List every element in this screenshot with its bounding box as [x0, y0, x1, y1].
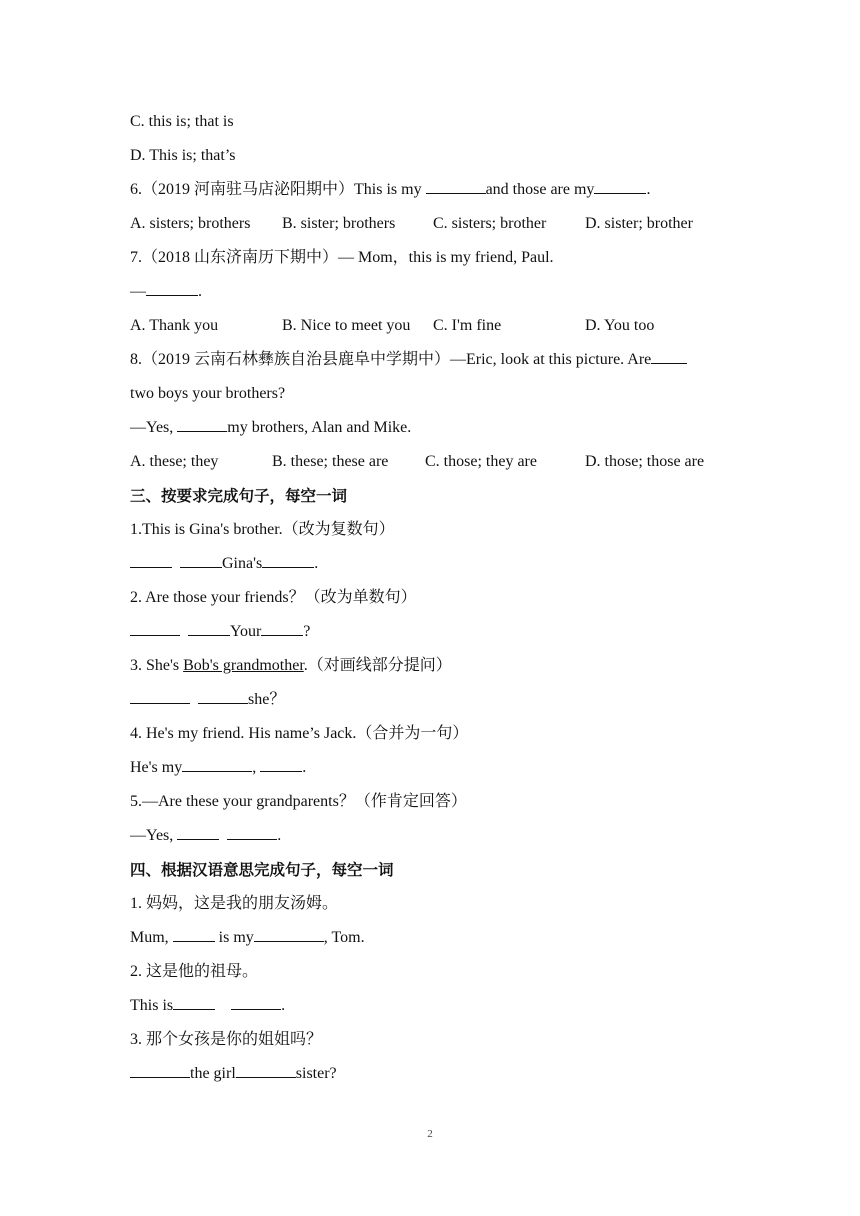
option-d: D. sister; brother	[585, 215, 693, 232]
answer-blank	[173, 993, 215, 1010]
option-c: C. I'm fine	[433, 317, 502, 334]
text: the girl	[190, 1065, 236, 1082]
question-8-options	[130, 448, 750, 482]
text: .（对画线部分提问）	[303, 657, 452, 674]
question-7-options	[130, 312, 750, 346]
answer-blank	[651, 347, 687, 364]
s3-item-3-answer	[130, 686, 750, 720]
answer-blank	[130, 619, 180, 636]
text: 3. She's	[130, 657, 184, 674]
text: .	[646, 181, 651, 198]
question-7	[130, 244, 750, 278]
answer-blank	[173, 925, 215, 942]
text: , Tom.	[323, 929, 365, 946]
text: This is	[130, 997, 174, 1014]
answer-blank	[180, 551, 222, 568]
answer-blank	[426, 177, 486, 194]
text: Your	[230, 623, 262, 640]
text: ?	[303, 623, 311, 640]
option-b: B. sister; brothers	[282, 215, 396, 232]
answer-blank	[261, 619, 303, 636]
option-b: B. these; these are	[272, 453, 389, 470]
s3-item-5-answer	[130, 822, 750, 856]
question-6	[130, 176, 750, 210]
s3-item-2-answer	[130, 618, 750, 652]
text: Gina's	[222, 555, 263, 572]
s4-item-2	[130, 958, 750, 992]
option-d: D. You too	[585, 317, 655, 334]
answer-blank	[231, 993, 281, 1010]
s3-item-4-answer	[130, 754, 750, 788]
answer-blank	[227, 823, 277, 840]
text: 1. 妈妈，这是我的朋友汤姆。	[130, 895, 339, 912]
s3-item-1	[130, 516, 750, 550]
answer-blank	[177, 415, 227, 432]
text: Mum,	[130, 929, 173, 946]
text: .	[198, 283, 202, 300]
text: ,	[252, 759, 261, 776]
answer-blank	[236, 1061, 296, 1078]
page-number: 2	[427, 1128, 433, 1140]
text: 6.（2019 河南驻马店泌阳期中）This is my	[130, 181, 426, 198]
answer-blank	[130, 551, 172, 568]
text: .	[281, 997, 286, 1014]
text: .	[277, 827, 282, 844]
text: 2. 这是他的祖母。	[130, 963, 259, 980]
question-8	[130, 346, 750, 380]
s3-item-5	[130, 788, 750, 822]
text: .	[314, 555, 319, 572]
option-a: A. sisters; brothers	[130, 215, 251, 232]
s4-item-3-answer	[130, 1060, 750, 1094]
heading: 三、按要求完成句子，每空一词	[130, 487, 348, 505]
underlined-text: Bob's grandmother	[183, 657, 304, 674]
text: 4. He's my friend. His name’s Jack.（合并为一句）	[130, 725, 469, 742]
text: —Yes,	[130, 827, 178, 844]
document-page	[130, 108, 750, 1094]
text: He's my	[130, 759, 183, 776]
question-8-answer	[130, 414, 750, 448]
s3-item-3	[130, 652, 750, 686]
option-b: B. Nice to meet you	[282, 317, 411, 334]
s3-item-4	[130, 720, 750, 754]
s4-item-2-answer	[130, 992, 750, 1026]
question-6-options	[130, 210, 750, 244]
answer-blank	[594, 177, 646, 194]
text: C. this is; that is	[130, 113, 234, 130]
answer-blank	[177, 823, 219, 840]
answer-blank	[198, 687, 248, 704]
question-7-answer	[130, 278, 750, 312]
option-c: C. those; they are	[425, 453, 537, 470]
question-8-cont	[130, 380, 750, 414]
answer-blank	[262, 551, 314, 568]
text: and those are my	[485, 181, 595, 198]
text: 1.This is Gina's brother.（改为复数句）	[130, 521, 395, 538]
text: —Yes,	[130, 419, 178, 436]
text: 3. 那个女孩是你的姐姐吗？	[130, 1031, 323, 1048]
s4-item-3	[130, 1026, 750, 1060]
s4-item-1-answer	[130, 924, 750, 958]
text: my brothers, Alan and Mike.	[227, 419, 412, 436]
option-a: A. these; they	[130, 453, 219, 470]
section-4-title	[130, 856, 750, 890]
text: 7.（2018 山东济南历下期中）— Mom，this is my friend, Paul.	[130, 249, 554, 266]
option-line	[130, 108, 750, 142]
answer-blank	[146, 279, 198, 296]
answer-blank	[188, 619, 230, 636]
text: two boys your brothers?	[130, 385, 286, 402]
answer-blank	[130, 1061, 190, 1078]
heading: 四、根据汉语意思完成句子，每空一词	[130, 861, 394, 879]
text: she？	[248, 691, 286, 708]
text: D. This is; that’s	[130, 147, 236, 164]
text: 5.—Are these your grandparents？（作肯定回答）	[130, 793, 467, 810]
s4-item-1	[130, 890, 750, 924]
option-a: A. Thank you	[130, 317, 219, 334]
text: sister?	[295, 1065, 337, 1082]
answer-blank	[182, 755, 252, 772]
section-3-title	[130, 482, 750, 516]
option-c: C. sisters; brother	[433, 215, 547, 232]
s3-item-2	[130, 584, 750, 618]
text: 2. Are those your friends？（改为单数句）	[130, 589, 417, 606]
option-d: D. those; those are	[585, 453, 705, 470]
option-line	[130, 142, 750, 176]
s3-item-1-answer	[130, 550, 750, 584]
answer-blank	[260, 755, 302, 772]
text: 8.（2019 云南石林彝族自治县鹿阜中学期中）—Eric, look at this picture. Are	[130, 351, 652, 368]
answer-blank	[130, 687, 190, 704]
text: is my	[214, 929, 254, 946]
text: —	[130, 283, 146, 300]
answer-blank	[254, 925, 324, 942]
text: .	[302, 759, 307, 776]
